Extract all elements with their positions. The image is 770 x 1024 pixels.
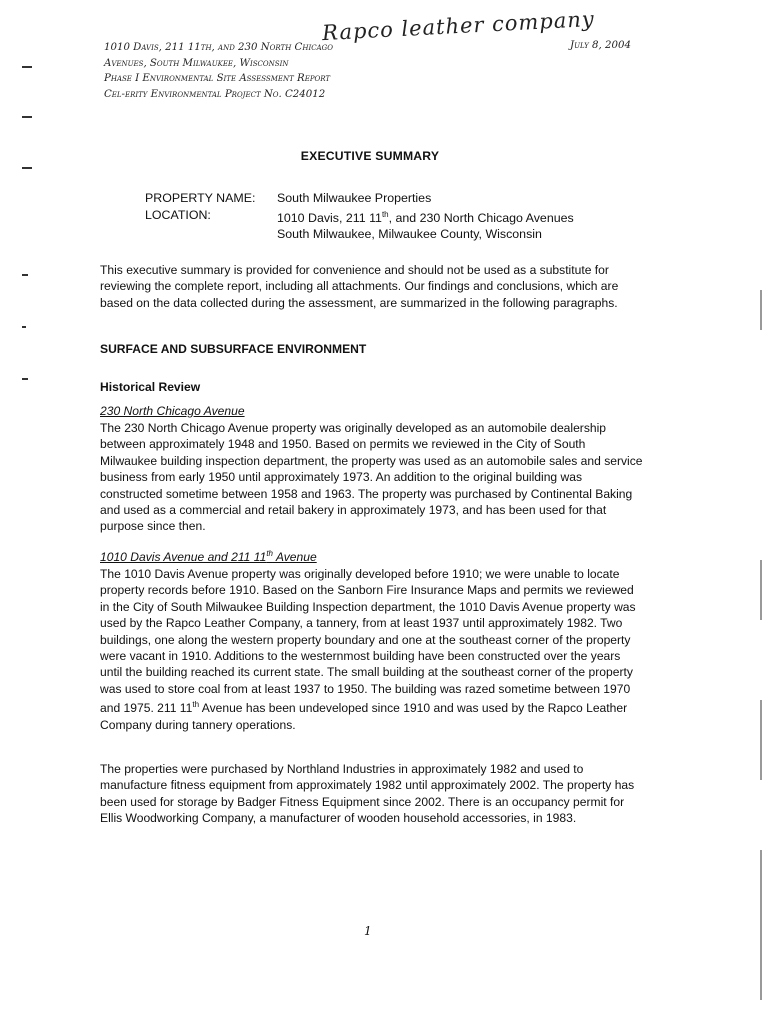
paragraph-part: The 1010 Davis Avenue property was originally developed before 1910; we were unable to locate property records before 1910. Based on the Sanborn Fire Insurance Maps and permits we reviewed in the City of South Milwaukee Building Inspection department, the 1010 Davis Avenue property was used by the Rapco Leather Company, a tannery, from at least 1937 until approximately 1982. Two buildings, one along the western property boundary and one at the southeast corner of the property were vacant in 1910. Additions to the westernmost building have been constructed over the years until the building reached its current state. The small building at the southeast corner of the property was used to store coal from at least 1937 to 1950. The building was razed sometime between 1970 and 1975. 211 11 xyxy=(100,567,636,716)
scan-margin-mark xyxy=(22,378,28,380)
subheading-north-chicago: 230 North Chicago Avenue xyxy=(100,404,245,418)
ordinal-suffix: th xyxy=(381,209,389,219)
property-name-row xyxy=(145,190,574,207)
scan-margin-mark xyxy=(22,167,32,169)
scan-margin-mark xyxy=(22,116,32,118)
location-part: , and 230 North Chicago Avenues xyxy=(388,210,574,225)
handwritten-annotation: Rapco leather company xyxy=(321,6,596,46)
scan-margin-mark xyxy=(22,326,26,328)
paragraph-part: Avenue has been undeveloped since 1910 and was used by the Rapco Leather Company during tannery operations. xyxy=(100,701,628,732)
page-number: 1 xyxy=(364,924,372,938)
location-row-2 xyxy=(145,226,574,243)
section-heading-historical: Historical Review xyxy=(100,380,201,394)
property-info xyxy=(145,190,574,243)
header-line-report-type: Phase I Environmental Site Assessment Report xyxy=(104,73,331,84)
heading-part: 1010 Davis Avenue and 211 11 xyxy=(100,550,267,565)
location-value-line1 xyxy=(277,207,574,227)
report-header xyxy=(104,40,333,102)
scan-edge-artifact xyxy=(760,560,762,620)
ordinal-suffix: th xyxy=(266,549,273,558)
scan-edge-artifact xyxy=(760,850,762,1000)
page-title: EXECUTIVE SUMMARY xyxy=(300,149,440,163)
paragraph-north-chicago: The 230 North Chicago Avenue property was originally developed as an automobile dealership between approximately 1948 and 1950. Based on permits we reviewed in the City of South Milwaukee building inspection department, the property was used as an automobile sales and service business from early 1950 until approximately 1973. An addition to the original building was constructed sometime between 1958 and 1963. The property was purchased by Continental Baking and used as a commercial and retail bakery in approximately 1973, and has been used for that purpose since then. xyxy=(100,421,643,534)
paragraph-northland: The properties were purchased by Northland Industries in approximately 1982 and used to manufacture fitness equipment from approximately 1982 until approximately 2002. The property has been used for storage by Badger Fitness Equipment since 2002. There is an occupancy permit for Ellis Woodworking Company, a manufacturer of wooden household accessories, in 1983. xyxy=(100,762,635,826)
scan-margin-mark xyxy=(22,274,28,276)
scan-edge-artifact xyxy=(760,290,762,330)
header-line-address: 1010 Davis, 211 11th, and 230 North Chicago xyxy=(104,42,333,53)
header-line-project-number: Cel-erity Environmental Project No. C24012 xyxy=(104,88,326,100)
location-label: LOCATION: xyxy=(145,207,211,222)
location-value-line2: South Milwaukee, Milwaukee County, Wisconsin xyxy=(277,227,542,242)
heading-part: Avenue xyxy=(272,550,317,565)
section-heading-surface: SURFACE AND SUBSURFACE ENVIRONMENT xyxy=(100,342,367,356)
paragraph-davis xyxy=(100,566,645,733)
scan-edge-artifact xyxy=(760,700,762,780)
property-name-value: South Milwaukee Properties xyxy=(277,191,432,205)
location-part: 1010 Davis, 211 11 xyxy=(277,210,382,225)
header-line-city: Avenues, South Milwaukee, Wisconsin xyxy=(104,57,289,69)
ordinal-suffix: th xyxy=(192,700,200,710)
intro-paragraph: This executive summary is provided for convenience and should not be used as a substitute for reviewing the complete report, including all attachments. Our findings and conclusions, which are based on the data collected during the assessment, are summarized in the following paragraphs. xyxy=(100,263,619,310)
report-date: July 8, 2004 xyxy=(570,40,631,51)
subheading-davis xyxy=(100,549,317,564)
location-row xyxy=(145,207,574,227)
scan-margin-mark xyxy=(22,66,32,68)
property-name-label: PROPERTY NAME: xyxy=(145,191,256,205)
